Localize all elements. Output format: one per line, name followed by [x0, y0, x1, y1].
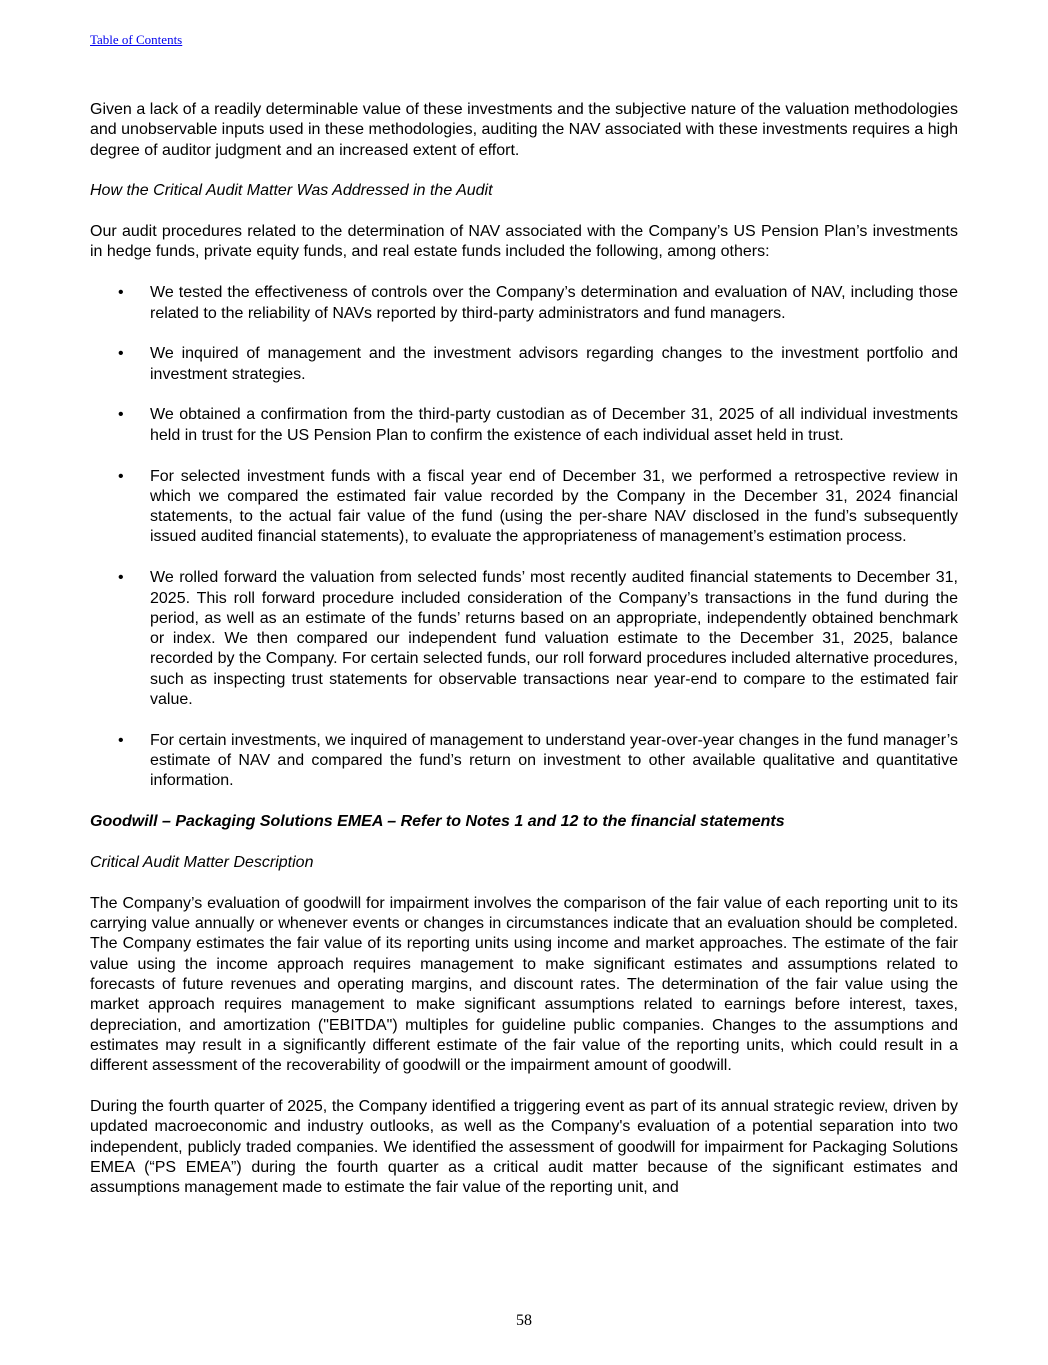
list-item-text: For selected investment funds with a fiscal year end of December 31, we performed a retrospective review in which we compared the estimated fair value recorded by the Company in the December 31, 2024 financial statements, to the actual fair value of the fund (using the per-share NAV disclosed in the fund’s subsequently issued audited financial statements), to evaluate the appropriateness of management’s estimation process. [150, 467, 958, 546]
bullet-icon: • [118, 731, 124, 749]
section-subheading-addressed: How the Critical Audit Matter Was Addressed in the Audit [90, 182, 493, 200]
goodwill-triggering-event-paragraph: During the fourth quarter of 2025, the Company identified a triggering event as part of its annual strategic review, driven by updated macroeconomic and industry outlooks, as well as the Company's evaluation of a potential separation into two independent, publicly traded companies. We identified the assessment of goodwill for impairment for Packaging Solutions EMEA (“PS EMEA”) during the fourth quarter as a critical audit matter because of the significant estimates and assumptions management made to estimate the fair value of the reporting unit, and [90, 1097, 958, 1197]
list-item [90, 731, 958, 792]
bullet-icon: • [118, 406, 124, 424]
bullet-icon: • [118, 284, 124, 302]
goodwill-section-heading: Goodwill – Packaging Solutions EMEA – Refer to Notes 1 and 12 to the financial statements [90, 813, 785, 831]
list-item [90, 405, 958, 446]
page-body [90, 100, 958, 1198]
section-subheading-description: Critical Audit Matter Description [90, 854, 314, 872]
bullet-icon: • [118, 345, 124, 363]
table-of-contents-link[interactable]: Table of Contents [90, 32, 183, 47]
list-item-text: We rolled forward the valuation from selected funds’ most recently audited financial statements to December 31, 2025. This roll forward procedure included consideration of the Company’s transactions in the fund during the period, as well as an estimate of the funds’ returns based on an appropriate, independently obtained benchmark or index. We then compared our independent fund valuation estimate to the December 31, 2025, balance recorded by the Company. For certain selected funds, our roll forward procedures included alternative procedures, such as inspecting trust statements for observable transactions near year-end to compare to the estimated fair value. [150, 569, 958, 709]
audit-procedures-list [90, 283, 958, 791]
audit-procedures-lead-paragraph: Our audit procedures related to the determination of NAV associated with the Company’s US Pension Plan’s investments in hedge funds, private equity funds, and real estate funds included the following, among others: [90, 223, 958, 261]
list-item-text: We inquired of management and the investment advisors regarding changes to the investment portfolio and investment strategies. [150, 345, 958, 383]
list-item-text: We tested the effectiveness of controls over the Company’s determination and evaluation of NAV, including those related to the reliability of NAVs reported by third-party administrators and fund managers. [150, 284, 958, 322]
list-item [90, 467, 958, 548]
list-item-text: We obtained a confirmation from the third-party custodian as of December 31, 2025 of all individual investments held in trust for the US Pension Plan to confirm the existence of each individual asset held in trust. [150, 406, 958, 444]
bullet-icon: • [118, 569, 124, 587]
list-item [90, 568, 958, 710]
page-number: 58 [516, 1312, 532, 1329]
list-item [90, 283, 958, 324]
list-item [90, 344, 958, 385]
bullet-icon: • [118, 467, 124, 485]
intro-paragraph: Given a lack of a readily determinable value of these investments and the subjective nature of the valuation methodologies and unobservable inputs used in these methodologies, auditing the NAV associated with these investments requires a high degree of auditor judgment and an increased extent of effort. [90, 101, 958, 159]
list-item-text: For certain investments, we inquired of management to understand year-over-year changes in the fund manager’s estimate of NAV and compared the fund’s return on investment to other available qualitative and quantitative information. [150, 731, 958, 790]
goodwill-description-paragraph: The Company’s evaluation of goodwill for impairment involves the comparison of the fair value of each reporting unit to its carrying value annually or whenever events or changes in circumstances indicate that an evaluation should be completed. The Company estimates the fair value of its reporting units using income and market approaches. The estimate of the fair value using the income approach requires management to make significant estimates and assumptions related to forecasts of future revenues and operating margins, and discount rates. The determination of the fair value using the market approach requires management to make significant assumptions related to earnings before interest, taxes, depreciation, and amortization ("EBITDA") multiples for guideline public companies. Changes to the assumptions and estimates may result in a significantly different estimate of the fair value of the reporting units, which could result in a different assessment of the recoverability of goodwill or the impairment amount of goodwill. [90, 894, 958, 1075]
